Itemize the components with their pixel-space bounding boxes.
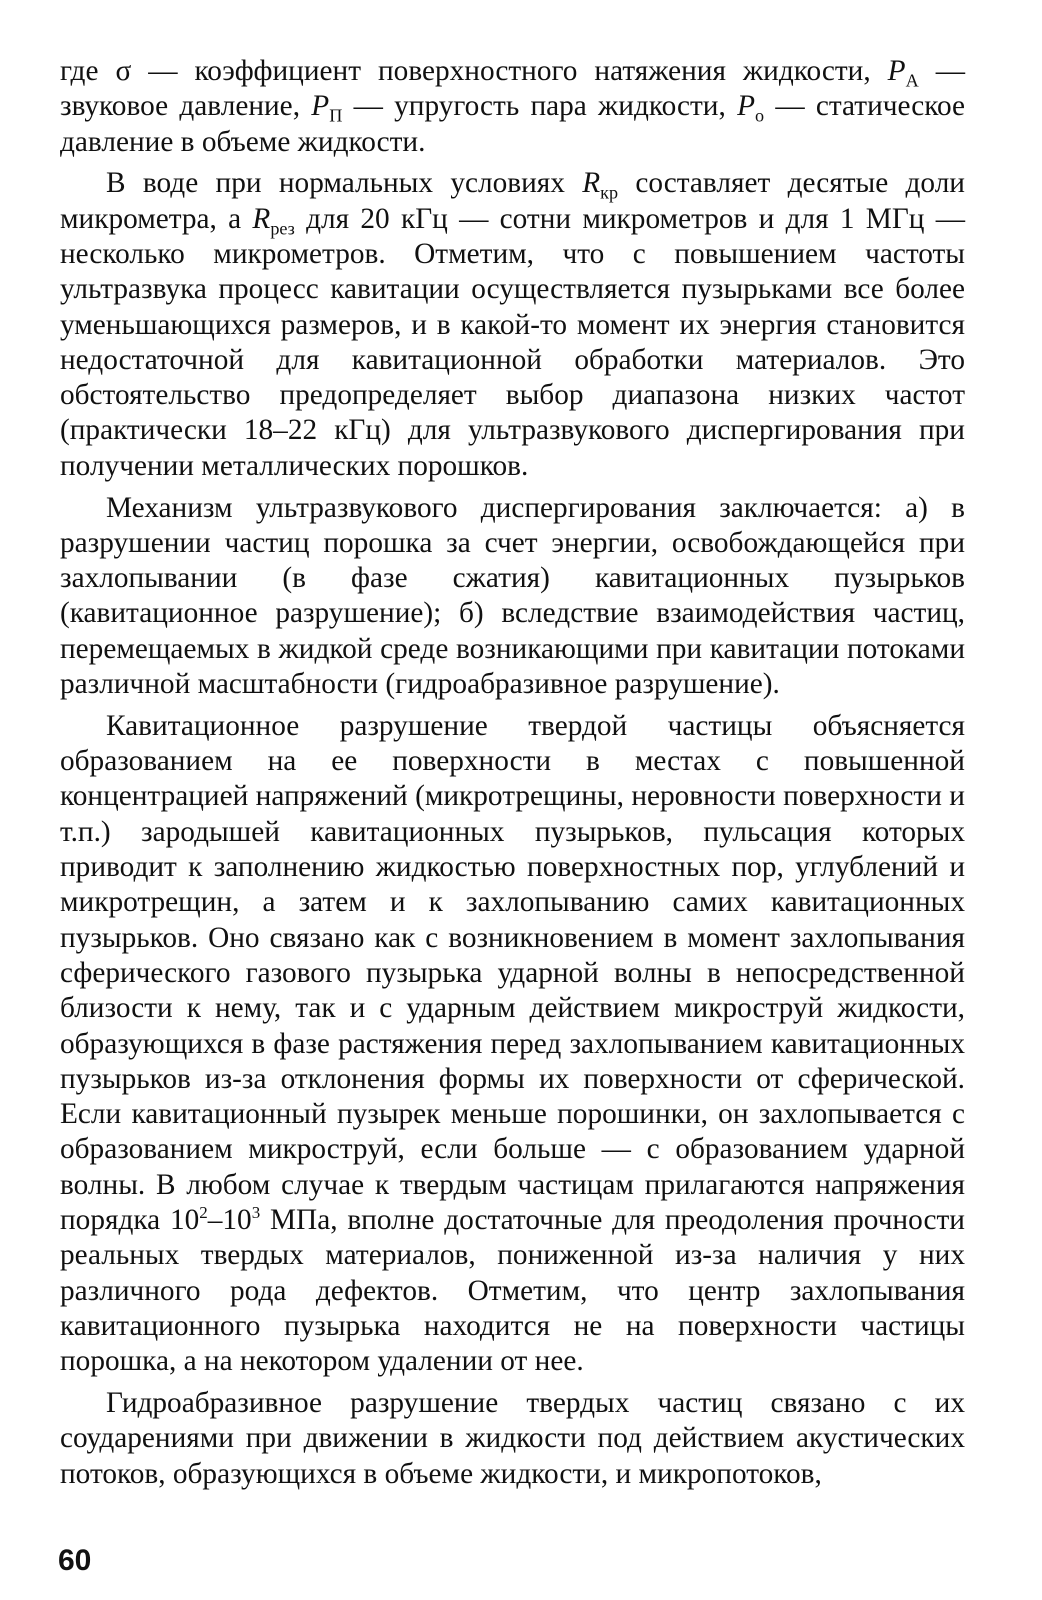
paragraph-4 xyxy=(60,709,965,1380)
page-number: 60 xyxy=(58,1544,92,1577)
paragraph-5: Гидроабразивное разрушение твердых частиц связано с их соударениями при движении в жидкости под действием акустических потоков, образующихся в объеме жидкости, и микропотоков, xyxy=(60,1386,965,1490)
subscript-p: П xyxy=(329,105,343,126)
exponent-2: 3 xyxy=(251,1202,261,1222)
symbol-p: P xyxy=(887,55,906,87)
symbol-r: R xyxy=(252,202,271,235)
p2-text-1: В воде при нормальных условиях xyxy=(106,167,583,200)
power-base-2: 10 xyxy=(222,1204,252,1236)
page-body xyxy=(60,54,965,1498)
p1-text-3: — упругость пара жидкости, xyxy=(342,90,738,123)
p2-text-3: для 20 кГц — сотни микрометров и для 1 МГц — несколько микрометров. Отметим, что с повышением частоты ультразвука процесс кавитации осуществляется пузырьками все более уменьшающихся размеров, и в какой-то момент их энергия становится недостаточной для кавитационной обработки материалов. Это обстоятельство предопределяет выбор диапазона низких частот (практически 18–22 кГц) для ультразвукового диспергирования при получении металлических порошков. xyxy=(60,202,966,482)
p2-text-2: составляет десятые доли микрометра, а xyxy=(60,167,965,235)
range-dash: – xyxy=(207,1204,223,1236)
power-base-1: 10 xyxy=(169,1204,200,1236)
p1-text-4: — статическое давление в объеме жидкости. xyxy=(60,90,965,158)
subscript-a: A xyxy=(905,70,919,91)
paragraph-3: Механизм ультразвукового диспергирования заключается: а) в разрушении частиц порошка за счет энергии, освобождающейся при захлопывании (в фазе сжатия) кавитационных пузырьков (кавитационное разрушение); б) вследствие взаимодействия частиц, перемещаемых в жидкой среде возникающими при кавитации потоками различной масштабности (гидроабразивное разрушение). xyxy=(60,491,965,701)
paragraph-1 xyxy=(60,54,965,160)
paragraph-2 xyxy=(60,166,965,484)
p4-text-2: МПа, вполне достаточные для преодоления прочности реальных твердых материалов, пониженной из-за наличия у них различного рода дефектов. Отметим, что центр захлопывания кавитационного пузырька находится не на поверхности частицы порошка, а на некотором удалении от нее. xyxy=(60,1204,965,1378)
symbol-p: P xyxy=(737,90,755,123)
p4-text-1: Кавитационное разрушение твердой частицы объясняется образованием на ее поверхности в местах с повышенной концентрацией напряжений (микротрещины, неровности поверхности и т.п.) зародышей кавитационных пузырьков, пульсация которых приводит к заполнению жидкостью поверхностных пор, углублений и микротрещин, а затем и к захлопыванию самих кавитационных пузырьков. Оно связано как с возникновением в момент захлопывания сферического газового пузырька ударной волны в непосредственной близости к нему, так и с ударным действием микроструй жидкости, образующихся в фазе растяжения перед захлопыванием кавитационных пузырьков из-за отклонения формы их поверхности от сферической. Если кавитационный пузырек меньше порошинки, он захлопывается с образованием микроструй, если больше — с образованием ударной волны. В любом случае к твердым частицам прилагаются напряжения порядка xyxy=(60,709,965,1236)
subscript-0: о xyxy=(754,105,765,126)
p1-text-2: — звуковое давление, xyxy=(60,55,965,123)
exponent-1: 2 xyxy=(199,1202,208,1222)
symbol-r: R xyxy=(582,167,601,200)
p1-text-1: где σ — коэффициент поверхностного натяжения жидкости, xyxy=(60,55,888,87)
subscript-kr: кр xyxy=(600,182,619,203)
symbol-p: P xyxy=(311,90,330,123)
subscript-rez: рез xyxy=(270,218,295,239)
